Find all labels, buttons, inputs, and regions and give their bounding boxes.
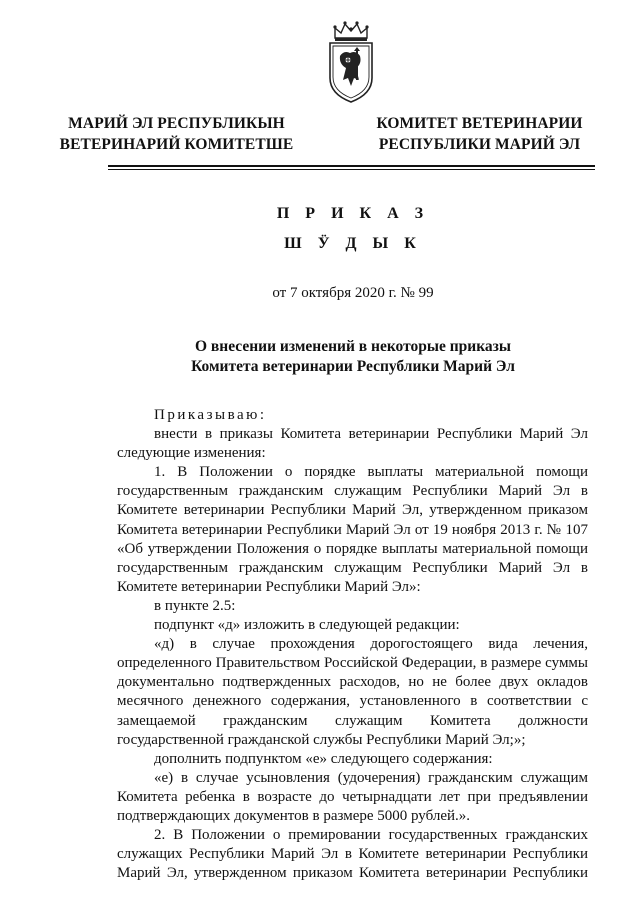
coat-of-arms-icon [326,20,376,104]
header-left-line2: ВЕТЕРИНАРИЙ КОМИТЕТШЕ [59,136,294,153]
paragraph: подпункт «д» изложить в следующей редакции: [154,617,460,634]
header-left-line1: МАРИЙ ЭЛ РЕСПУБЛИКЫН [68,115,285,132]
subject-line2: Комитета ветеринарии Республики Марий Эл [191,358,515,375]
subject-line1: О внесении изменений в некоторые приказы [195,338,511,355]
paragraph: 2. В Положении о премировании государственных гражданских служащих Республики Марий Эл в Комитете ветеринарии Республики Марий Эл, утвержденном приказом Комитета ветеринарии Республики [117,827,588,882]
doc-type-ru: П Р И К А З [276,205,430,222]
paragraph: в пункте 2.5: [154,597,236,614]
header-right [353,113,606,155]
header-right-line1: КОМИТЕТ ВЕТЕРИНАРИИ [376,115,583,132]
paragraph: «е) в случае усыновления (удочерения) гражданским служащим Комитета ребенка в возрасте до четырнадцати лет при предъявлении подтверждающих документов в размере 5000 рублей.». [117,769,588,824]
order-subject [112,337,594,377]
header-divider-thick [108,165,595,167]
paragraph: внести в приказы Комитета ветеринарии Республики Марий Эл следующие изменения: [117,426,588,462]
paragraph: 1. В Положении о порядке выплаты материальной помощи государственным гражданским служащим Республики Марий Эл в Комитете ветеринарии Республики Марий Эл, утвержденном приказом Комитета ветеринарии Республики Марий Эл от 19 ноября 2013 г. № 107 «Об утверждении Положения о порядке выплаты материальной помощи государственным гражданским служащим Республики Марий Эл в Комитете ветеринарии Республики Марий Эл»: [117,464,588,595]
order-body [117,406,588,883]
paragraph: дополнить подпунктом «е» следующего содержания: [154,750,493,767]
header-divider-thin [108,169,595,170]
order-word: Приказываю: [154,407,267,423]
order-date: от 7 октября 2020 г. № 99 [272,285,434,301]
paragraph: «д) в случае прохождения дорогостоящего вида лечения, определенного Правительством Российской Федерации, в размере суммы документально подтвержденных расходов, но не более двух окладов месячного денежного содержания, установленного в соответствии с замещаемой гражданским служащим Комитета должности государственной гражданской службы Республики Марий Эл;»; [117,636,588,748]
doc-type-mari: Ш Ӱ Д Ы К [284,235,422,252]
header-right-line2: РЕСПУБЛИКИ МАРИЙ ЭЛ [378,136,581,153]
header-left [0,113,353,155]
